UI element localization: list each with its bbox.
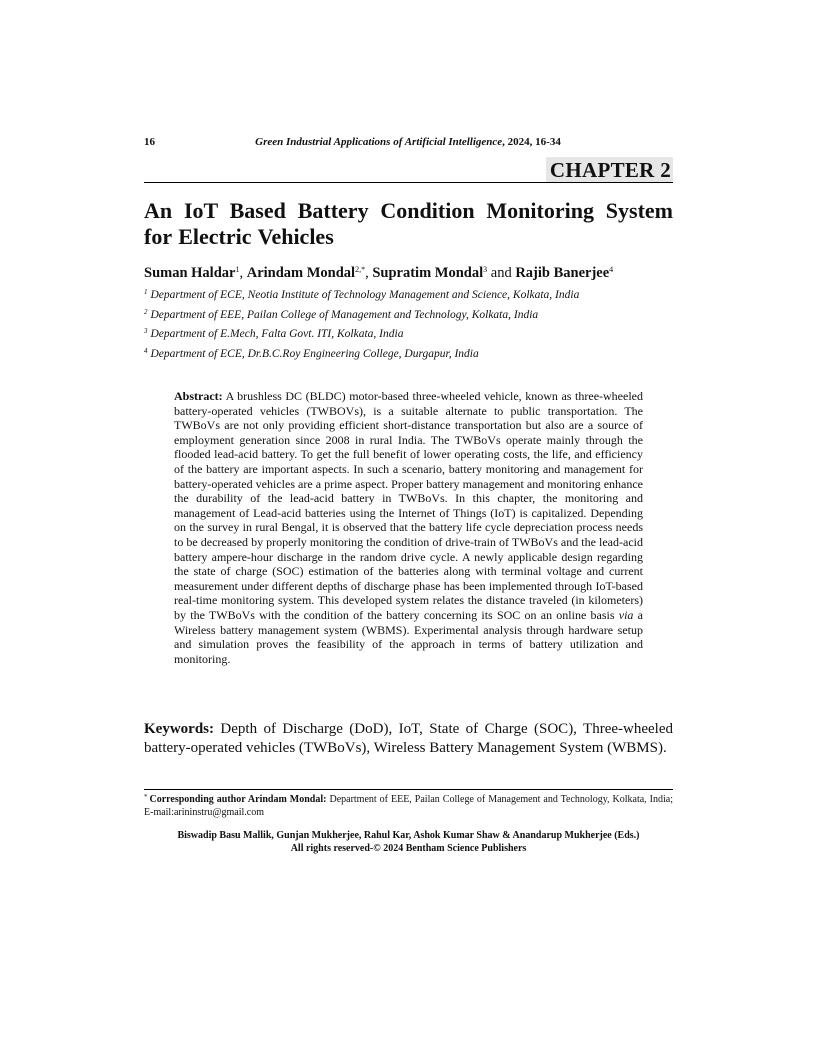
affiliation-text: Department of EEE, Pailan College of Management and Technology, Kolkata, India xyxy=(150,308,539,321)
keywords-text: Depth of Discharge (DoD), IoT, State of Charge (SOC), Three-wheeled battery-operated vehicles (TWBoVs), Wireless Battery Management System (WBMS). xyxy=(144,721,674,756)
author-name: Supratim Mondal xyxy=(372,265,484,281)
footnote-mark: * xyxy=(144,793,148,801)
footnote-text: Department of EEE, Pailan College of Management and Technology, Kolkata, India; E-mail:arininstru@gmail.com xyxy=(144,794,673,818)
author-entry xyxy=(515,265,613,281)
author-entry xyxy=(247,265,373,281)
editors-line: Biswadip Basu Mallik, Gunjan Mukherjee, Rahul Kar, Ashok Kumar Shaw & Anandarup Mukherjee (Eds.) xyxy=(177,830,640,841)
footnote-divider xyxy=(144,789,673,790)
abstract-heading: Abstract: xyxy=(174,389,223,403)
affiliation-text: Department of E.Mech, Falta Govt. ITI, Kolkata, India xyxy=(150,328,404,340)
author-name: Suman Haldar xyxy=(144,265,236,281)
author-affiliation-mark: 4 xyxy=(609,265,614,274)
abstract xyxy=(174,389,643,666)
corresponding-author-footnote xyxy=(144,794,673,819)
footnote-heading: Corresponding author Arindam Mondal: xyxy=(149,794,327,805)
affiliation-text: Department of ECE, Dr.B.C.Roy Engineering College, Durgapur, India xyxy=(150,347,479,360)
page-footer xyxy=(144,829,673,855)
author-name: Rajib Banerjee xyxy=(515,265,610,281)
author-entry xyxy=(144,265,247,281)
affiliation-number: 3 xyxy=(144,327,148,335)
affiliation-item xyxy=(144,325,684,345)
page-number: 16 xyxy=(144,136,155,148)
paper-title: An IoT Based Battery Condition Monitoring System for Electric Vehicles xyxy=(144,198,673,249)
abstract-body: A brushless DC (BLDC) motor-based three-wheeled vehicle, known as three-wheeled battery-operated vehicles (TWBOVs), is a suitable alternate to public transportation. The TWBoVs are not only providing efficient short-distance transportation but also are a source of employment generation since 2008 in rural India. The TWBoVs operate mainly through the flooded lead-acid battery. To get the full benefit of lower operating costs, the life, and efficiency of the battery are important aspects. In such a scenario, battery monitoring and management for battery-operated vehicles are a prime aspect. Proper battery management and monitoring enhance the durability of the lead-acid battery in TWBoVs. In this chapter, the monitoring and management of Lead-acid batteries using the Internet of Things (IoT) is capitalized. Depending on the survey in rural Bengal, it is observed that the battery life cycle depreciation process needs to be decreased by properly monitoring the condition of drive-train of TWBoVs and the lead-acid battery ampere-hour discharge in the random drive cycle. A newly applicable design regarding the state of charge (SOC) estimation of the batteries along with terminal voltage and current measurement under different depths of discharge phase has been implemented through IoT-based real-time monitoring system. This developed system relates the distance traveled (in kilometers) by the TWBoVs with the condition of the battery concerning its SOC on an online basis xyxy=(174,389,643,622)
affiliation-text: Department of ECE, Neotia Institute of Technology Management and Science, Kolkata, India xyxy=(150,289,580,301)
abstract-italic-term: via xyxy=(618,607,634,622)
author-affiliation-mark: 1 xyxy=(235,265,240,274)
affiliation-number: 4 xyxy=(144,346,148,355)
author-affiliation-mark: 2,* xyxy=(355,265,366,274)
affiliation-number: 2 xyxy=(144,307,148,316)
chapter-divider xyxy=(144,182,673,183)
abstract-body-end: a Wireless battery management system (WBMS). Experimental analysis through hardware setup and simulation proves the feasibility of the approach in terms of battery utilization and monitoring. xyxy=(174,607,643,666)
author-affiliation-mark: 3 xyxy=(483,265,488,274)
affiliation-item xyxy=(144,306,684,326)
keywords xyxy=(144,720,673,758)
affiliation-list xyxy=(144,286,684,364)
chapter-label: CHAPTER 2 xyxy=(546,157,673,182)
affiliation-number: 1 xyxy=(144,288,148,296)
copyright-line: All rights reserved-© 2024 Bentham Science Publishers xyxy=(290,843,527,854)
author-separator: , xyxy=(365,265,373,281)
affiliation-item xyxy=(144,286,684,306)
author-list xyxy=(144,264,684,282)
author-name: Arindam Mondal xyxy=(246,265,356,281)
journal-name: Green Industrial Applications of Artificial Intelligence xyxy=(255,136,503,148)
journal-citation xyxy=(144,135,672,149)
keywords-heading: Keywords: xyxy=(144,721,214,737)
author-entry xyxy=(372,265,515,281)
affiliation-item xyxy=(144,345,684,365)
author-separator: and xyxy=(487,265,516,281)
journal-details: , 2024, 16-34 xyxy=(502,136,561,148)
author-separator: , xyxy=(239,265,247,281)
